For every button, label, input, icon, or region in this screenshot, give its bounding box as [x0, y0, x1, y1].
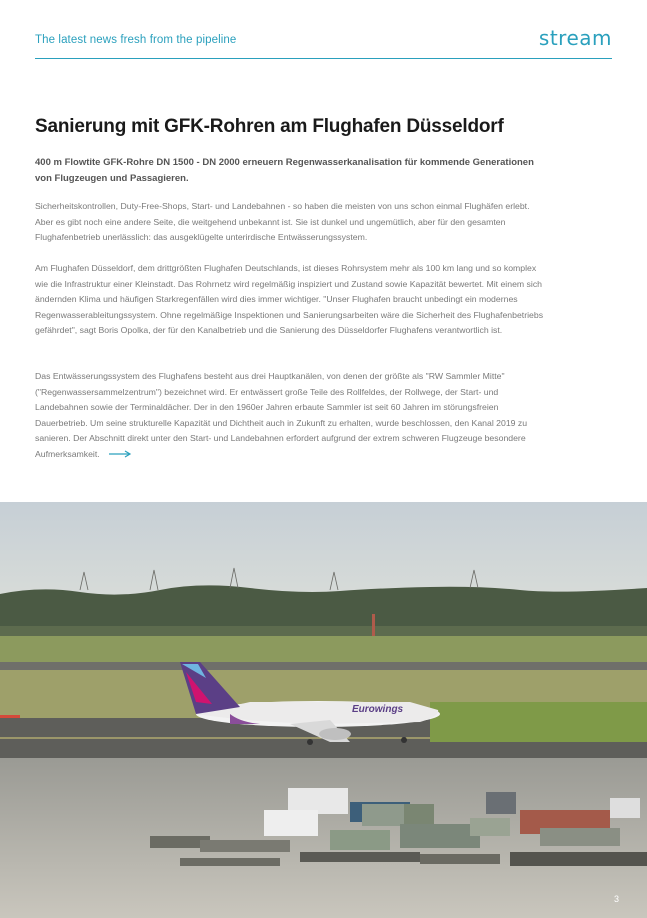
header-tagline: The latest news fresh from the pipeline	[35, 34, 237, 46]
article-lead: 400 m Flowtite GFK-Rohre DN 1500 - DN 2000 erneuern Regenwasserkanalisation für kommende Generationen von Flugzeugen und Passagieren.	[35, 157, 534, 184]
airline-livery-text: Eurowings	[352, 704, 404, 715]
article-title: Sanierung mit GFK-Rohren am Flughafen Düsseldorf	[35, 116, 504, 137]
article-paragraph-2: Am Flughafen Düsseldorf, dem drittgrößten Flughafen Deutschlands, ist dieses Rohrsystem mehr als 100 km lang und so komplex wie die Infrastruktur einer Kleinstadt. Das Rohrnetz wird regelmäßig inspiziert und Zustand sowie Kapazität bewertet. Mit einem sich ändernden Klima und häufigen Starkregenfällen wird dies immer wichtiger. "Unser Flughafen braucht unbedingt ein modernes Regenwasserableitungssystem. Ohne regelmäßige Inspektionen und Sanierungsarbeiten wäre die Sicherheit des Flughafenbetriebs gefährdet", sagt Boris Opolka, der für den Kanalbetrieb und die Sanierung des Düsseldorfer Flughafens verantwortlich ist.	[35, 263, 544, 335]
page-header	[35, 28, 612, 59]
article-paragraph-3-text: Das Entwässerungssystem des Flughafens besteht aus drei Hauptkanälen, von denen der größte als "RW Sammler Mitte" ("Regenwassersammelzentrum") bezeichnet wird. Er entwässert große Teile des Rollfeldes, der Rollwege, der Start- und Landebahnen sowie der Terminaldächer. Der in den 1960er Jahren erbaute Sammler ist seit 60 Jahren im störungsfreien Dauerbetrieb. Um seine strukturelle Kapazität und Dichtheit auch in Zukunft zu erhalten, wurde beschlossen, den Kanal 2019 zu sanieren. Der Abschnitt direkt unter den Start- und Landebahnen erfordert aufgrund der extrem schweren Flugzeuge besondere Aufmerksamkeit.	[35, 371, 528, 459]
article-paragraph-3	[35, 369, 545, 462]
airport-photo	[0, 502, 647, 918]
article-paragraph-1: Sicherheitskontrollen, Duty-Free-Shops, Start- und Landebahnen - so haben die meisten von uns schon einmal Flughäfen erlebt. Aber es gibt noch eine andere Seite, die weitgehend unbekannt ist. Sie ist dunkel und ungemütlich, aber für den gesamten Flughafenbetrieb unerlässlich: das ausgeklügelte unterirdische Entwässerungssystem.	[35, 201, 530, 242]
stream-logo: stream	[538, 26, 612, 50]
arrow-right-icon[interactable]	[108, 450, 132, 458]
page-number: 3	[613, 894, 619, 904]
